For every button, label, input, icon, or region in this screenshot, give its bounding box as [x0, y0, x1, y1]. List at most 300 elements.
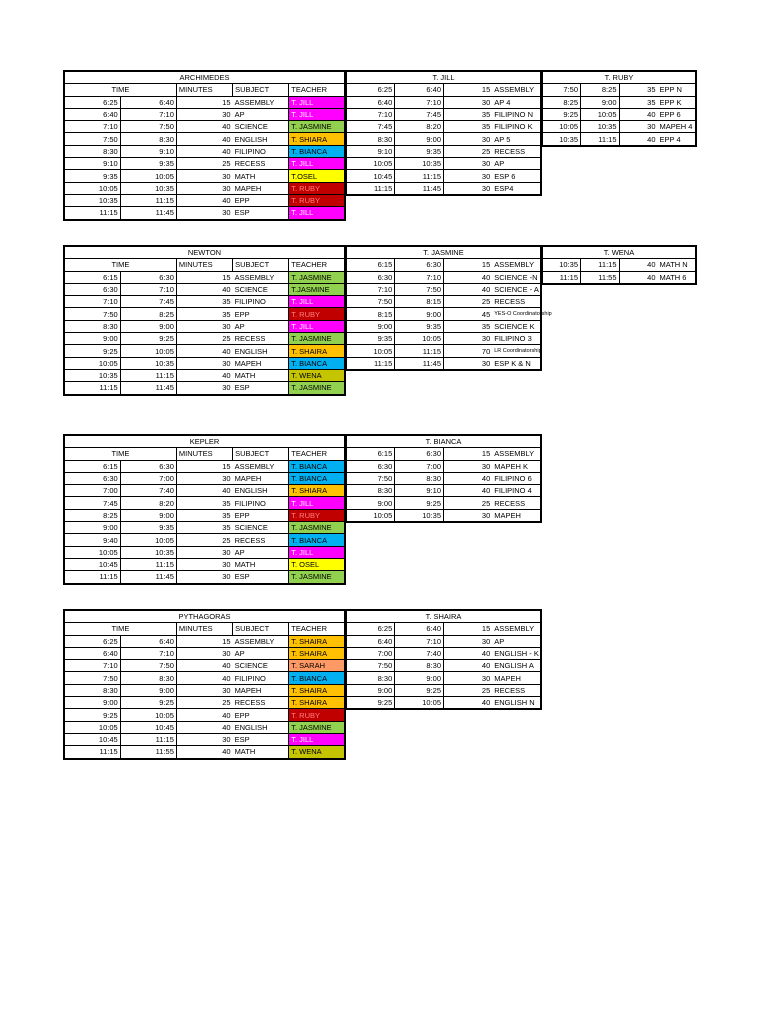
- start-time: 11:15: [542, 271, 581, 284]
- minutes: 25: [176, 158, 232, 170]
- teacher: T. JILL: [289, 108, 345, 120]
- minutes: 15: [444, 259, 493, 271]
- start-time: 8:30: [64, 145, 120, 157]
- section-title: NEWTON: [64, 246, 345, 259]
- table-row: [64, 660, 345, 672]
- teacher: T. BIANCA: [289, 357, 345, 369]
- header-teacher: TEACHER: [289, 623, 345, 635]
- end-time: 8:30: [395, 660, 444, 672]
- end-time: 11:45: [120, 571, 176, 584]
- table-row: [346, 647, 541, 659]
- table-row: [542, 133, 696, 146]
- minutes: 30: [176, 182, 232, 194]
- subject: ASSEMBLY: [233, 460, 289, 472]
- minutes: 40: [444, 485, 493, 497]
- minutes: 40: [176, 709, 232, 721]
- end-time: 8:15: [395, 296, 444, 308]
- minutes: 40: [444, 271, 493, 283]
- table-row: [64, 145, 345, 157]
- subject: SCIENCE - A: [492, 283, 541, 295]
- table-row: [64, 96, 345, 108]
- table-row: [64, 472, 345, 484]
- end-time: 9:35: [395, 320, 444, 332]
- end-time: 7:50: [395, 283, 444, 295]
- minutes: 35: [619, 84, 658, 96]
- start-time: 8:30: [346, 485, 395, 497]
- end-time: 11:45: [120, 382, 176, 395]
- table-row: [64, 746, 345, 759]
- end-time: 9:00: [395, 133, 444, 145]
- teacher: T. JILL: [289, 96, 345, 108]
- minutes: 40: [444, 697, 493, 710]
- table-row: [64, 194, 345, 206]
- minutes: 25: [444, 684, 493, 696]
- minutes: 15: [444, 623, 493, 635]
- start-time: 9:10: [64, 158, 120, 170]
- end-time: 9:00: [395, 672, 444, 684]
- minutes: 30: [444, 182, 493, 195]
- subject: ESP K & N: [492, 357, 541, 370]
- teacher: T. SHAIRA: [289, 345, 345, 357]
- teacher: T. JASMINE: [289, 121, 345, 133]
- minutes: 40: [176, 672, 232, 684]
- start-time: 7:10: [64, 660, 120, 672]
- subject: FILIPINO: [233, 497, 289, 509]
- teacher-table-ruby: [541, 70, 697, 147]
- minutes: 30: [444, 333, 493, 345]
- subject: MAPEH: [233, 472, 289, 484]
- teacher: T. BIANCA: [289, 472, 345, 484]
- section-table-kepler: [63, 434, 346, 585]
- teacher: T. SHAIRA: [289, 684, 345, 696]
- end-time: 7:10: [395, 96, 444, 108]
- minutes: 40: [176, 660, 232, 672]
- table-row: [346, 460, 541, 472]
- minutes: 40: [176, 145, 232, 157]
- end-time: 10:05: [120, 345, 176, 357]
- minutes: 25: [444, 145, 493, 157]
- end-time: 6:40: [120, 96, 176, 108]
- start-time: 10:45: [64, 733, 120, 745]
- subject: MAPEH: [233, 684, 289, 696]
- subject: ESP4: [492, 182, 541, 195]
- start-time: 6:30: [64, 283, 120, 295]
- subject: MAPEH: [233, 182, 289, 194]
- table-row: [346, 145, 541, 157]
- table-row: [64, 460, 345, 472]
- table-row: [64, 333, 345, 345]
- end-time: 9:25: [395, 684, 444, 696]
- minutes: 30: [176, 472, 232, 484]
- header-teacher: TEACHER: [289, 259, 345, 271]
- end-time: 11:15: [395, 170, 444, 182]
- end-time: 11:45: [120, 207, 176, 220]
- start-time: 7:50: [64, 308, 120, 320]
- start-time: 7:10: [64, 121, 120, 133]
- teacher-table-jasmine: [345, 245, 552, 371]
- minutes: 35: [444, 108, 493, 120]
- start-time: 8:30: [64, 684, 120, 696]
- subject: EPP K: [658, 96, 697, 108]
- end-time: 7:45: [395, 108, 444, 120]
- teacher-table-shaira: [345, 609, 542, 710]
- start-time: 9:35: [346, 333, 395, 345]
- teacher: T. SHIARA: [289, 485, 345, 497]
- start-time: 10:05: [346, 509, 395, 522]
- subject: AP: [233, 108, 289, 120]
- start-time: 11:15: [64, 571, 120, 584]
- subject: ASSEMBLY: [492, 84, 541, 96]
- end-time: 9:25: [395, 497, 444, 509]
- end-time: 10:35: [395, 158, 444, 170]
- subject: AP: [492, 158, 541, 170]
- start-time: 10:05: [346, 345, 395, 357]
- subject: ENGLISH N: [492, 697, 541, 710]
- subject: EPP: [233, 709, 289, 721]
- table-row: [64, 733, 345, 745]
- end-time: 6:30: [120, 460, 176, 472]
- start-time: 6:25: [346, 623, 395, 635]
- table-row: [346, 448, 541, 460]
- minutes: 15: [444, 448, 493, 460]
- table-row: [346, 158, 541, 170]
- subject: SCIENCE -N: [492, 271, 541, 283]
- teacher-title: T. BIANCA: [346, 435, 541, 448]
- teacher-title: T. RUBY: [542, 71, 696, 84]
- start-time: 7:50: [346, 472, 395, 484]
- start-time: 10:45: [346, 170, 395, 182]
- table-row: [346, 472, 541, 484]
- end-time: 9:10: [120, 145, 176, 157]
- minutes: 70: [444, 345, 493, 357]
- minutes: 40: [176, 194, 232, 206]
- subject: MATH: [233, 170, 289, 182]
- teacher: T. WENA: [289, 746, 345, 759]
- start-time: 7:50: [346, 296, 395, 308]
- table-row: [64, 635, 345, 647]
- header-teacher: TEACHER: [289, 448, 345, 460]
- table-row: [64, 369, 345, 381]
- start-time: 6:40: [346, 635, 395, 647]
- subject: AP: [233, 320, 289, 332]
- end-time: 11:15: [120, 733, 176, 745]
- table-row: [542, 96, 696, 108]
- minutes: 35: [176, 296, 232, 308]
- minutes: 35: [444, 320, 493, 332]
- table-row: [64, 522, 345, 534]
- subject: ENGLISH: [233, 721, 289, 733]
- minutes: 40: [619, 259, 658, 271]
- start-time: 7:50: [542, 84, 581, 96]
- minutes: 35: [176, 509, 232, 521]
- table-row: [64, 697, 345, 709]
- minutes: 30: [176, 546, 232, 558]
- start-time: 10:35: [64, 194, 120, 206]
- teacher: T. JILL: [289, 207, 345, 220]
- teacher: T. JASMINE: [289, 721, 345, 733]
- end-time: 10:35: [120, 546, 176, 558]
- subject: RECESS: [233, 333, 289, 345]
- table-row: [64, 158, 345, 170]
- start-time: 9:00: [346, 497, 395, 509]
- start-time: 7:50: [64, 133, 120, 145]
- table-row: [64, 497, 345, 509]
- minutes: 40: [176, 345, 232, 357]
- start-time: 10:05: [64, 721, 120, 733]
- end-time: 9:25: [120, 333, 176, 345]
- minutes: 30: [176, 170, 232, 182]
- end-time: 9:35: [120, 522, 176, 534]
- minutes: 30: [176, 382, 232, 395]
- table-row: [542, 271, 696, 284]
- table-row: [346, 133, 541, 145]
- subject: YES-O Coordinatorship: [492, 308, 541, 320]
- table-row: [64, 207, 345, 220]
- start-time: 6:25: [64, 635, 120, 647]
- minutes: 30: [176, 684, 232, 696]
- start-time: 8:30: [346, 672, 395, 684]
- minutes: 40: [176, 369, 232, 381]
- subject: RECESS: [233, 534, 289, 546]
- subject: MATH: [233, 558, 289, 570]
- minutes: 40: [619, 133, 658, 146]
- end-time: 11:45: [395, 357, 444, 370]
- minutes: 30: [444, 96, 493, 108]
- header-teacher: TEACHER: [289, 84, 345, 96]
- start-time: 6:40: [64, 108, 120, 120]
- minutes: 40: [176, 283, 232, 295]
- table-row: [64, 684, 345, 696]
- minutes: 30: [619, 121, 658, 133]
- end-time: 6:30: [395, 259, 444, 271]
- minutes: 15: [444, 84, 493, 96]
- subject: MATH 6: [658, 271, 697, 284]
- minutes: 30: [444, 158, 493, 170]
- header-subject: SUBJECT: [233, 84, 289, 96]
- subject: FILIPINO K: [492, 121, 541, 133]
- start-time: 6:40: [64, 647, 120, 659]
- subject: RECESS: [492, 296, 541, 308]
- end-time: 8:25: [120, 308, 176, 320]
- start-time: 6:30: [64, 472, 120, 484]
- subject: EPP 6: [658, 108, 697, 120]
- subject: RECESS: [492, 684, 541, 696]
- start-time: 10:05: [346, 158, 395, 170]
- subject: AP 4: [492, 96, 541, 108]
- minutes: 15: [176, 460, 232, 472]
- subject: RECESS: [492, 145, 541, 157]
- table-row: [64, 709, 345, 721]
- table-row: [64, 121, 345, 133]
- subject: ESP 6: [492, 170, 541, 182]
- section-table-archimedes: [63, 70, 346, 221]
- table-row: [64, 182, 345, 194]
- minutes: 40: [444, 660, 493, 672]
- end-time: 7:00: [120, 472, 176, 484]
- table-row: [346, 108, 541, 120]
- table-row: [346, 170, 541, 182]
- table-row: [64, 534, 345, 546]
- teacher-title: T. JASMINE: [346, 246, 541, 259]
- subject: AP: [492, 635, 541, 647]
- table-row: [346, 271, 541, 283]
- teacher-title: T. SHAIRA: [346, 610, 541, 623]
- minutes: 40: [619, 271, 658, 284]
- table-row: [346, 485, 541, 497]
- minutes: 30: [176, 733, 232, 745]
- end-time: 8:30: [120, 672, 176, 684]
- teacher: T. OSEL: [289, 558, 345, 570]
- start-time: 8:15: [346, 308, 395, 320]
- start-time: 9:25: [64, 345, 120, 357]
- minutes: 40: [176, 133, 232, 145]
- minutes: 45: [444, 308, 493, 320]
- start-time: 11:15: [346, 357, 395, 370]
- minutes: 30: [444, 635, 493, 647]
- subject: EPP N: [658, 84, 697, 96]
- section-title: KEPLER: [64, 435, 345, 448]
- start-time: 10:05: [64, 357, 120, 369]
- teacher: T.JASMINE: [289, 283, 345, 295]
- minutes: 30: [444, 460, 493, 472]
- end-time: 9:00: [395, 308, 444, 320]
- minutes: 40: [444, 647, 493, 659]
- header-subject: SUBJECT: [233, 259, 289, 271]
- minutes: 30: [444, 357, 493, 370]
- minutes: 30: [444, 133, 493, 145]
- start-time: 8:25: [542, 96, 581, 108]
- table-row: [346, 121, 541, 133]
- start-time: 10:05: [64, 182, 120, 194]
- minutes: 40: [176, 721, 232, 733]
- minutes: 30: [176, 207, 232, 220]
- minutes: 40: [176, 485, 232, 497]
- end-time: 7:10: [395, 271, 444, 283]
- header-minutes: MINUTES: [176, 259, 232, 271]
- table-row: [64, 296, 345, 308]
- end-time: 9:00: [120, 509, 176, 521]
- table-row: [346, 623, 541, 635]
- header-minutes: MINUTES: [176, 623, 232, 635]
- start-time: 9:00: [64, 333, 120, 345]
- teacher: T. JILL: [289, 546, 345, 558]
- start-time: 6:25: [346, 84, 395, 96]
- table-row: [346, 509, 541, 522]
- subject: RECESS: [233, 697, 289, 709]
- end-time: 11:15: [120, 194, 176, 206]
- table-row: [64, 108, 345, 120]
- table-row: [64, 509, 345, 521]
- start-time: 7:00: [346, 647, 395, 659]
- teacher-title: T. WENA: [542, 246, 696, 259]
- minutes: 30: [444, 170, 493, 182]
- start-time: 9:10: [346, 145, 395, 157]
- teacher: T. BIANCA: [289, 145, 345, 157]
- subject: FILIPINO 3: [492, 333, 541, 345]
- end-time: 11:55: [581, 271, 620, 284]
- end-time: 8:25: [581, 84, 620, 96]
- subject: AP: [233, 647, 289, 659]
- end-time: 10:05: [120, 170, 176, 182]
- minutes: 15: [176, 635, 232, 647]
- end-time: 10:45: [120, 721, 176, 733]
- subject: MAPEH: [233, 357, 289, 369]
- subject: ENGLISH - K: [492, 647, 541, 659]
- end-time: 8:20: [395, 121, 444, 133]
- start-time: 11:15: [64, 382, 120, 395]
- table-row: [346, 684, 541, 696]
- header-subject: SUBJECT: [233, 623, 289, 635]
- subject: SCIENCE: [233, 283, 289, 295]
- subject: ENGLISH: [233, 133, 289, 145]
- minutes: 25: [444, 497, 493, 509]
- start-time: 6:15: [64, 460, 120, 472]
- table-row: [64, 647, 345, 659]
- start-time: 9:00: [346, 320, 395, 332]
- end-time: 9:00: [120, 320, 176, 332]
- minutes: 30: [176, 571, 232, 584]
- subject: FILIPINO: [233, 145, 289, 157]
- teacher: T. RUBY: [289, 182, 345, 194]
- end-time: 11:15: [581, 259, 620, 271]
- minutes: 30: [176, 647, 232, 659]
- table-row: [64, 382, 345, 395]
- end-time: 6:30: [395, 448, 444, 460]
- start-time: 6:15: [64, 271, 120, 283]
- subject: MATH N: [658, 259, 697, 271]
- end-time: 9:00: [120, 684, 176, 696]
- minutes: 30: [176, 357, 232, 369]
- minutes: 40: [176, 121, 232, 133]
- start-time: 7:10: [346, 283, 395, 295]
- start-time: 9:40: [64, 534, 120, 546]
- end-time: 11:15: [395, 345, 444, 357]
- teacher: T. JASMINE: [289, 522, 345, 534]
- subject: FILIPINO: [233, 672, 289, 684]
- table-row: [64, 571, 345, 584]
- table-row: [542, 121, 696, 133]
- minutes: 25: [176, 534, 232, 546]
- teacher: T. JASMINE: [289, 271, 345, 283]
- teacher: T. BIANCA: [289, 672, 345, 684]
- subject: EPP: [233, 509, 289, 521]
- subject: ESP: [233, 207, 289, 220]
- start-time: 7:45: [346, 121, 395, 133]
- minutes: 25: [176, 333, 232, 345]
- teacher: T. RUBY: [289, 194, 345, 206]
- table-row: [346, 660, 541, 672]
- table-row: [346, 635, 541, 647]
- subject: ESP: [233, 571, 289, 584]
- end-time: 10:05: [581, 108, 620, 120]
- subject: LR Coordinatorship: [492, 345, 541, 357]
- teacher: T. SHAIRA: [289, 635, 345, 647]
- end-time: 6:40: [120, 635, 176, 647]
- minutes: 30: [444, 509, 493, 522]
- start-time: 9:00: [64, 522, 120, 534]
- table-row: [346, 259, 541, 271]
- subject: MAPEH K: [492, 460, 541, 472]
- teacher: T. JILL: [289, 158, 345, 170]
- teacher: T. SHAIRA: [289, 647, 345, 659]
- end-time: 10:05: [395, 697, 444, 710]
- start-time: 9:25: [346, 697, 395, 710]
- minutes: 15: [176, 96, 232, 108]
- minutes: 35: [176, 308, 232, 320]
- subject: MAPEH: [492, 509, 541, 522]
- subject: ASSEMBLY: [492, 448, 541, 460]
- teacher: T. RUBY: [289, 709, 345, 721]
